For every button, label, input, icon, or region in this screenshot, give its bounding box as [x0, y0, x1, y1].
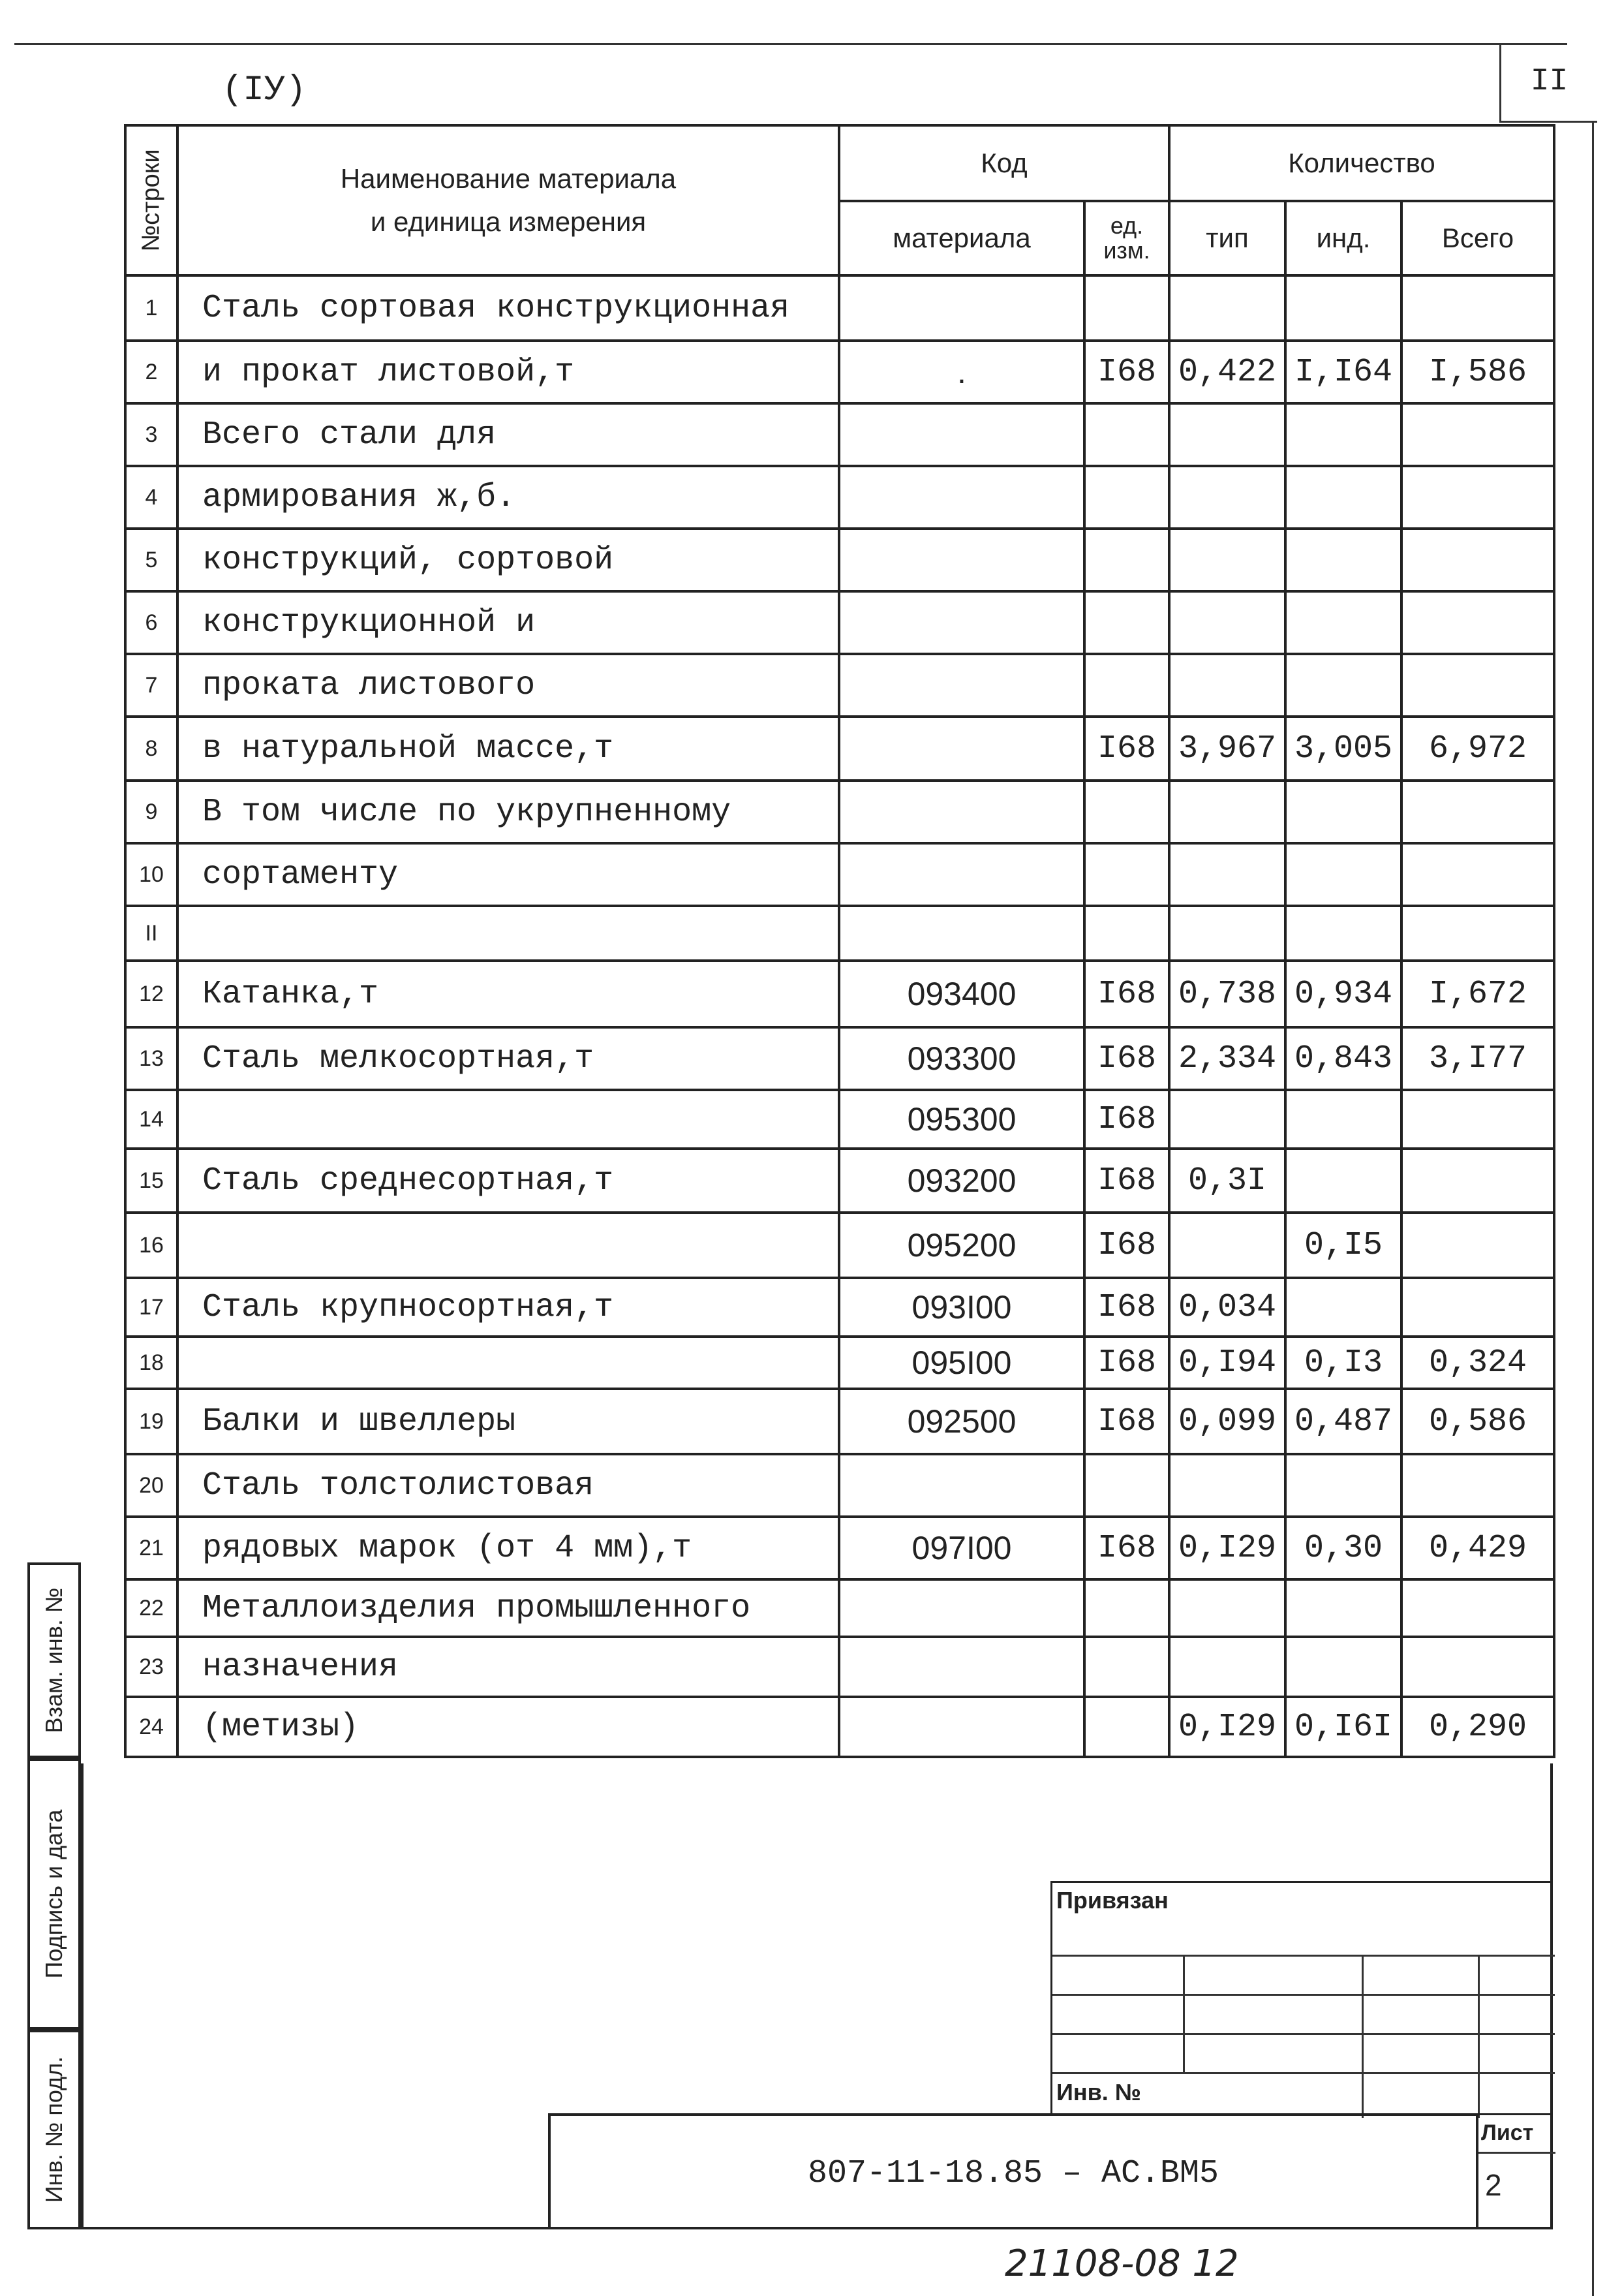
qty-ind: [1285, 403, 1401, 466]
stamp-line: [1478, 1955, 1480, 2118]
table-row: [125, 529, 1554, 591]
table-row: [125, 1278, 1554, 1337]
table-row: [125, 1149, 1554, 1213]
unit-code: I68: [1084, 1149, 1169, 1213]
table-row: [125, 1517, 1554, 1579]
material-code: [839, 403, 1084, 466]
material-name: армирования ж,б.: [177, 466, 839, 529]
header-material-name: [177, 125, 839, 275]
qty-total: [1401, 654, 1554, 717]
row-number: 21: [125, 1517, 177, 1579]
header-qty-type: тип: [1169, 201, 1285, 275]
qty-total: 3,I77: [1401, 1027, 1554, 1090]
list-label: Лист: [1481, 2120, 1534, 2145]
table-row: [125, 341, 1554, 403]
qty-ind: 0,I6I: [1285, 1697, 1401, 1757]
unit-code: [1084, 529, 1169, 591]
material-code: [839, 1637, 1084, 1697]
qty-total: [1401, 1454, 1554, 1517]
qty-type: [1169, 1090, 1285, 1149]
qty-ind: 0,30: [1285, 1517, 1401, 1579]
frame-tag: (IУ): [222, 70, 307, 110]
qty-total: [1401, 466, 1554, 529]
row-number: 13: [125, 1027, 177, 1090]
table-row: [125, 1454, 1554, 1517]
table-row: [125, 1637, 1554, 1697]
material-name: проката листового: [177, 654, 839, 717]
unit-code: I68: [1084, 1337, 1169, 1389]
qty-ind: I,I64: [1285, 341, 1401, 403]
materials-table: [124, 124, 1555, 1758]
qty-ind: [1285, 529, 1401, 591]
material-code: 095200: [839, 1213, 1084, 1278]
qty-type: 0,099: [1169, 1389, 1285, 1454]
side-stamp-inv-podl-label: Инв. № подл.: [40, 2056, 67, 2203]
table-row: [125, 781, 1554, 843]
qty-type: [1169, 1637, 1285, 1697]
qty-type: [1169, 529, 1285, 591]
qty-type: [1169, 1579, 1285, 1637]
qty-ind: 0,843: [1285, 1027, 1401, 1090]
unit-code: [1084, 843, 1169, 906]
handwritten-number: 21108-08 12: [1005, 2242, 1239, 2285]
table-row: [125, 1389, 1554, 1454]
row-number: 14: [125, 1090, 177, 1149]
document-code: 807-11-18.85 – АС.ВМ5: [807, 2155, 1219, 2192]
row-number: II: [125, 906, 177, 961]
material-code: [839, 466, 1084, 529]
row-number: 3: [125, 403, 177, 466]
header-qty-ind: инд.: [1285, 201, 1401, 275]
table-row: [125, 906, 1554, 961]
qty-ind: [1285, 466, 1401, 529]
qty-total: 0,290: [1401, 1697, 1554, 1757]
unit-code: I68: [1084, 961, 1169, 1027]
qty-type: [1169, 275, 1285, 341]
qty-type: [1169, 654, 1285, 717]
table-row: [125, 654, 1554, 717]
material-code: 093200: [839, 1149, 1084, 1213]
unit-code: [1084, 1454, 1169, 1517]
unit-code: [1084, 1697, 1169, 1757]
material-name: рядовых марок (от 4 мм),т: [177, 1517, 839, 1579]
material-name: Катанка,т: [177, 961, 839, 1027]
material-code: 093I00: [839, 1278, 1084, 1337]
material-name: конструкций, сортовой: [177, 529, 839, 591]
material-name: [177, 1090, 839, 1149]
unit-code: [1084, 654, 1169, 717]
qty-ind: [1285, 1278, 1401, 1337]
header-code-group: Код: [839, 125, 1169, 201]
qty-total: [1401, 591, 1554, 654]
row-number: 2: [125, 341, 177, 403]
qty-ind: [1285, 1579, 1401, 1637]
unit-code: I68: [1084, 341, 1169, 403]
table-row: [125, 1579, 1554, 1637]
header-name-line1: Наименование материала: [340, 163, 677, 194]
row-number: 19: [125, 1389, 177, 1454]
material-name: [177, 1213, 839, 1278]
material-code: 095I00: [839, 1337, 1084, 1389]
qty-total: [1401, 1213, 1554, 1278]
material-code: [839, 529, 1084, 591]
material-code: 097I00: [839, 1517, 1084, 1579]
unit-code: [1084, 906, 1169, 961]
stamp-line: [1362, 1955, 1364, 2118]
material-name: сортаменту: [177, 843, 839, 906]
material-name: В том числе по укрупненному: [177, 781, 839, 843]
material-name: [177, 1337, 839, 1389]
qty-type: 0,I29: [1169, 1517, 1285, 1579]
sheet-list-box: [1476, 2113, 1553, 2229]
table-row: [125, 466, 1554, 529]
side-stamp-podpis-label: Подпись и дата: [40, 1809, 67, 1979]
material-code: [839, 654, 1084, 717]
material-code: [839, 1697, 1084, 1757]
row-number: 16: [125, 1213, 177, 1278]
material-code: 092500: [839, 1389, 1084, 1454]
header-qty-total: Всего: [1401, 201, 1554, 275]
header-name-line2: и единица измерения: [370, 206, 647, 237]
qty-total: [1401, 403, 1554, 466]
qty-ind: 0,487: [1285, 1389, 1401, 1454]
material-name: назначения: [177, 1637, 839, 1697]
material-code: [839, 1579, 1084, 1637]
frame-left-line: [81, 1763, 84, 2229]
material-code: [839, 781, 1084, 843]
sheet-number: II: [1530, 64, 1568, 99]
unit-code: [1084, 403, 1169, 466]
row-number: 10: [125, 843, 177, 906]
sheet-number-box: [1499, 43, 1597, 123]
qty-total: [1401, 275, 1554, 341]
qty-total: 6,972: [1401, 717, 1554, 781]
title-block: [548, 2113, 1476, 2229]
qty-type: 0,422: [1169, 341, 1285, 403]
qty-total: [1401, 1090, 1554, 1149]
unit-code: I68: [1084, 1278, 1169, 1337]
qty-type: [1169, 466, 1285, 529]
qty-total: [1401, 1579, 1554, 1637]
row-number: 23: [125, 1637, 177, 1697]
qty-type: [1169, 403, 1285, 466]
row-number: 20: [125, 1454, 177, 1517]
list-divider: [1478, 2152, 1555, 2154]
table-row: [125, 1090, 1554, 1149]
qty-total: [1401, 906, 1554, 961]
material-code: 095300: [839, 1090, 1084, 1149]
material-code: [839, 275, 1084, 341]
row-number: 15: [125, 1149, 177, 1213]
unit-code: [1084, 591, 1169, 654]
qty-total: [1401, 781, 1554, 843]
header-quantity-group: Количество: [1169, 125, 1554, 201]
material-name: в натуральной массе,т: [177, 717, 839, 781]
unit-code: [1084, 466, 1169, 529]
inv-no-label: Инв. №: [1056, 2079, 1141, 2105]
qty-total: [1401, 1278, 1554, 1337]
qty-total: 0,324: [1401, 1337, 1554, 1389]
material-code: [839, 717, 1084, 781]
material-name: Сталь мелкосортная,т: [177, 1027, 839, 1090]
qty-type: [1169, 591, 1285, 654]
row-number: 24: [125, 1697, 177, 1757]
material-name: Сталь сортовая конструкционная: [177, 275, 839, 341]
material-code: 093400: [839, 961, 1084, 1027]
qty-total: [1401, 529, 1554, 591]
qty-total: [1401, 843, 1554, 906]
qty-type: [1169, 906, 1285, 961]
unit-code: I68: [1084, 1090, 1169, 1149]
row-number: 17: [125, 1278, 177, 1337]
qty-type: [1169, 843, 1285, 906]
material-name: Сталь толстолистовая: [177, 1454, 839, 1517]
privyazan-label: Привязан: [1056, 1887, 1169, 1914]
unit-code: [1084, 1579, 1169, 1637]
qty-type: 3,967: [1169, 717, 1285, 781]
qty-ind: [1285, 1454, 1401, 1517]
unit-code: I68: [1084, 1389, 1169, 1454]
row-number: 6: [125, 591, 177, 654]
qty-total: [1401, 1637, 1554, 1697]
table-row: [125, 403, 1554, 466]
qty-ind: 0,I3: [1285, 1337, 1401, 1389]
qty-ind: [1285, 781, 1401, 843]
qty-type: 0,I94: [1169, 1337, 1285, 1389]
header-code-unit: ед. изм.: [1084, 201, 1169, 275]
qty-total: 0,586: [1401, 1389, 1554, 1454]
material-name: Металлоизделия промышленного: [177, 1579, 839, 1637]
material-code: .: [839, 341, 1084, 403]
qty-ind: [1285, 906, 1401, 961]
qty-type: [1169, 1213, 1285, 1278]
material-name: Балки и швеллеры: [177, 1389, 839, 1454]
table-row: [125, 961, 1554, 1027]
unit-code: I68: [1084, 1213, 1169, 1278]
material-name: Сталь среднесортная,т: [177, 1149, 839, 1213]
qty-type: [1169, 1454, 1285, 1517]
qty-ind: [1285, 591, 1401, 654]
list-number: 2: [1485, 2168, 1502, 2202]
table-row: [125, 1213, 1554, 1278]
qty-type: 0,034: [1169, 1278, 1285, 1337]
qty-total: [1401, 1149, 1554, 1213]
row-number: 9: [125, 781, 177, 843]
qty-ind: 0,934: [1285, 961, 1401, 1027]
top-border-line: [14, 43, 1567, 45]
material-name: конструкционной и: [177, 591, 839, 654]
qty-ind: [1285, 654, 1401, 717]
qty-type: 0,I29: [1169, 1697, 1285, 1757]
qty-ind: [1285, 1637, 1401, 1697]
row-number: 8: [125, 717, 177, 781]
row-number: 5: [125, 529, 177, 591]
side-stamp-vzam: [27, 1562, 81, 1758]
unit-code: I68: [1084, 1517, 1169, 1579]
row-number: 18: [125, 1337, 177, 1389]
qty-ind: [1285, 1090, 1401, 1149]
right-border-line: [1592, 123, 1594, 2296]
table-row: [125, 1027, 1554, 1090]
row-number: 4: [125, 466, 177, 529]
qty-ind: [1285, 1149, 1401, 1213]
header-row-number: №строки: [125, 125, 177, 275]
qty-type: 0,3I: [1169, 1149, 1285, 1213]
side-stamp-inv-podl: [27, 2030, 81, 2229]
unit-code: I68: [1084, 1027, 1169, 1090]
qty-ind: [1285, 275, 1401, 341]
qty-ind: [1285, 843, 1401, 906]
material-code: 093300: [839, 1027, 1084, 1090]
row-number: 12: [125, 961, 177, 1027]
material-name: Сталь крупносортная,т: [177, 1278, 839, 1337]
material-code: [839, 843, 1084, 906]
table-row: [125, 717, 1554, 781]
qty-type: 0,738: [1169, 961, 1285, 1027]
unit-code: I68: [1084, 717, 1169, 781]
table-row: [125, 275, 1554, 341]
qty-total: I,586: [1401, 341, 1554, 403]
qty-total: 0,429: [1401, 1517, 1554, 1579]
material-code: [839, 1454, 1084, 1517]
row-number: 1: [125, 275, 177, 341]
qty-type: [1169, 781, 1285, 843]
side-stamp-vzam-label: Взам. инв. №: [40, 1587, 67, 1733]
unit-code: [1084, 275, 1169, 341]
material-name: (метизы): [177, 1697, 839, 1757]
material-code: [839, 591, 1084, 654]
header-code-material: материала: [839, 201, 1084, 275]
binding-stamp: [1050, 1881, 1553, 2116]
table-row: [125, 1697, 1554, 1757]
qty-ind: 3,005: [1285, 717, 1401, 781]
unit-code: [1084, 1637, 1169, 1697]
row-number: 22: [125, 1579, 177, 1637]
stamp-line: [1183, 1955, 1185, 2072]
side-stamp-podpis: [27, 1758, 81, 2030]
material-code: [839, 906, 1084, 961]
qty-type: 2,334: [1169, 1027, 1285, 1090]
qty-ind: 0,I5: [1285, 1213, 1401, 1278]
material-name: [177, 906, 839, 961]
table-row: [125, 1337, 1554, 1389]
qty-total: I,672: [1401, 961, 1554, 1027]
material-name: Всего стали для: [177, 403, 839, 466]
unit-code: [1084, 781, 1169, 843]
material-name: и прокат листовой,т: [177, 341, 839, 403]
table-row: [125, 843, 1554, 906]
row-number: 7: [125, 654, 177, 717]
table-row: [125, 591, 1554, 654]
